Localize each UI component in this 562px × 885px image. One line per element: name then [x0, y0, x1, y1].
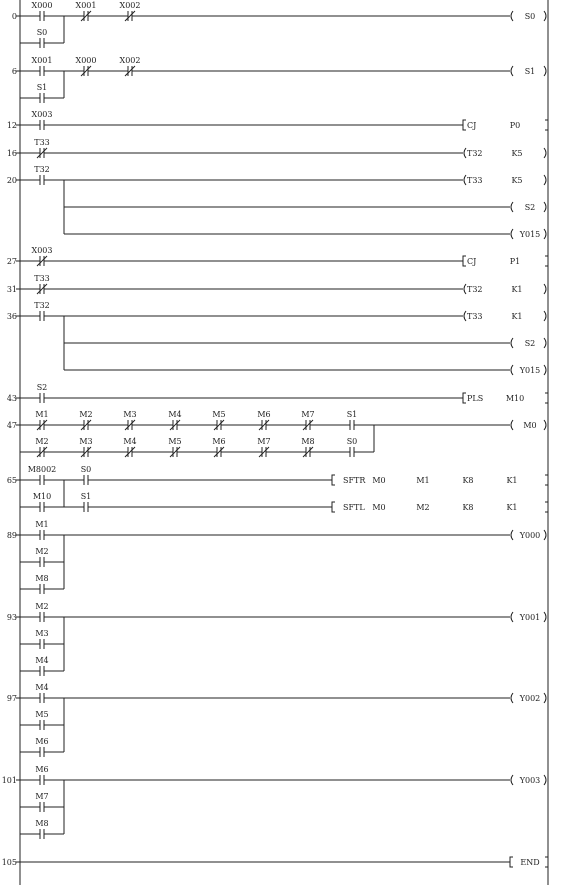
instruction-cj[interactable] [463, 120, 548, 130]
contact-x000[interactable] [32, 1, 53, 21]
step-number: 93 [6, 613, 17, 622]
rung-65 [7, 465, 548, 512]
coil-operand: T33 [467, 312, 483, 321]
instr-operand: M0 [372, 476, 386, 485]
contact-label: T33 [34, 274, 50, 283]
rung-97 [7, 683, 546, 757]
contact-label: M8002 [27, 465, 57, 474]
coil-t33[interactable] [464, 175, 546, 185]
contact-m6[interactable] [35, 765, 48, 785]
coil-m0[interactable] [511, 420, 546, 430]
instr-right-bracket [545, 475, 548, 485]
instr-operand: PLS [467, 394, 484, 403]
contact-label: M7 [35, 792, 49, 801]
contact-m2[interactable] [79, 410, 92, 430]
instr-left-bracket [463, 120, 466, 130]
contact-m7[interactable] [257, 437, 270, 457]
instr-right-bracket [545, 502, 548, 512]
contact-label: X001 [31, 56, 53, 65]
instr-operand: M0 [372, 503, 386, 512]
contact-label: S1 [80, 492, 92, 501]
coil-operand: Y002 [519, 694, 541, 703]
coil-operand: S0 [524, 12, 536, 21]
coil-right-arc [544, 530, 546, 540]
coil-t32[interactable] [464, 284, 546, 294]
contact-label: M4 [168, 410, 182, 419]
contact-t32[interactable] [34, 301, 50, 321]
coil-y000[interactable] [511, 530, 546, 540]
contact-label: X000 [75, 56, 97, 65]
contact-m4[interactable] [168, 410, 181, 430]
instr-operand: K1 [506, 503, 518, 512]
step-number: 89 [6, 531, 17, 540]
contact-m2[interactable] [35, 547, 48, 567]
step-number: 20 [6, 176, 17, 185]
coil-operand: T32 [467, 285, 483, 294]
coil-left-arc [464, 311, 466, 321]
rung-43 [7, 383, 548, 403]
contact-label: X003 [31, 110, 53, 119]
coil-left-arc [511, 693, 513, 703]
contact-label: S1 [36, 83, 48, 92]
instruction-sftl[interactable] [332, 502, 548, 512]
contact-label: X000 [31, 1, 53, 10]
coil-right-arc [544, 229, 546, 239]
coil-right-arc [544, 693, 546, 703]
coil-right-arc [544, 175, 546, 185]
contact-label: X001 [75, 1, 97, 10]
instr-operand: CJ [467, 121, 477, 130]
contact-label: M8 [301, 437, 315, 446]
instr-operand: SFTR [343, 476, 366, 485]
contact-label: S1 [346, 410, 358, 419]
contact-label: M3 [35, 629, 49, 638]
coil-right-arc [544, 420, 546, 430]
instr-left-bracket [332, 502, 335, 512]
step-number: 97 [6, 694, 17, 703]
rung-20 [7, 165, 546, 239]
contact-x002[interactable] [120, 1, 141, 21]
contact-label: M6 [257, 410, 271, 419]
coil-left-arc [464, 148, 466, 158]
contact-s0[interactable] [347, 437, 358, 457]
contact-label: M5 [35, 710, 49, 719]
contact-label: M7 [301, 410, 315, 419]
contact-m3[interactable] [79, 437, 92, 457]
rung-27 [7, 246, 548, 266]
contact-label: T32 [34, 301, 50, 310]
instr-operand: CJ [467, 257, 477, 266]
coil-operand: S2 [524, 203, 536, 212]
contact-label: M6 [35, 737, 49, 746]
contact-s1[interactable] [81, 492, 92, 512]
rung-47 [7, 410, 546, 457]
rung-31 [7, 274, 546, 294]
coil-right-arc [544, 612, 546, 622]
contact-label: X002 [119, 1, 141, 10]
coil-left-arc [511, 11, 513, 21]
contact-s1[interactable] [347, 410, 358, 430]
contact-label: M2 [35, 602, 49, 611]
instr-operand: END [520, 858, 540, 867]
contact-label: S0 [80, 465, 92, 474]
contact-s1[interactable] [37, 83, 48, 103]
coil-operand: S2 [524, 339, 536, 348]
contact-m8[interactable] [35, 574, 48, 594]
contact-m3[interactable] [35, 629, 48, 649]
contact-label: M7 [257, 437, 271, 446]
coil-s1[interactable] [511, 66, 546, 76]
contact-x001[interactable] [76, 1, 97, 21]
instruction-end[interactable] [510, 857, 548, 867]
contact-label: M3 [79, 437, 93, 446]
coil-right-arc [544, 66, 546, 76]
contact-x003[interactable] [32, 110, 53, 130]
rung-93 [7, 602, 546, 676]
contact-label: T33 [34, 138, 50, 147]
contact-m8[interactable] [301, 437, 314, 457]
rung-101 [2, 765, 546, 839]
rung-36 [7, 301, 546, 375]
instr-operand: K1 [506, 476, 518, 485]
coil-operand: Y015 [519, 230, 541, 239]
contact-x003[interactable] [32, 246, 53, 266]
coil-operand: T32 [467, 149, 483, 158]
contact-t33[interactable] [34, 274, 50, 294]
instr-left-bracket [463, 393, 466, 403]
coil-operand: Y000 [519, 531, 541, 540]
step-number: 6 [11, 67, 17, 76]
step-number: 31 [6, 285, 17, 294]
coil-left-arc [511, 229, 513, 239]
instr-operand: SFTL [343, 503, 365, 512]
contact-m8002[interactable] [28, 465, 57, 485]
contact-m5[interactable] [212, 410, 225, 430]
coil-y001[interactable] [511, 612, 546, 622]
coil-operand: K5 [511, 176, 523, 185]
coil-operand: K1 [511, 312, 523, 321]
contact-label: M5 [168, 437, 182, 446]
coil-right-arc [544, 148, 546, 158]
contact-m1[interactable] [35, 520, 48, 540]
contact-label: M2 [35, 437, 49, 446]
contact-m4[interactable] [123, 437, 136, 457]
contact-m4[interactable] [35, 683, 48, 703]
rung-6 [12, 56, 546, 103]
coil-y015[interactable] [511, 229, 546, 239]
step-number: 36 [6, 312, 17, 321]
step-number: 12 [6, 121, 17, 130]
coil-y015[interactable] [511, 365, 546, 375]
step-number: 47 [6, 421, 17, 430]
rung-0 [12, 1, 546, 48]
coil-left-arc [464, 284, 466, 294]
coil-t33[interactable] [464, 311, 546, 321]
contact-x000[interactable] [76, 56, 97, 76]
coil-operand: Y015 [519, 366, 541, 375]
rung-105 [2, 857, 548, 867]
coil-left-arc [511, 365, 513, 375]
instr-right-bracket [545, 393, 548, 403]
instruction-sftr[interactable] [332, 475, 548, 485]
coil-s0[interactable] [511, 11, 546, 21]
coil-left-arc [511, 66, 513, 76]
contact-m2[interactable] [35, 602, 48, 622]
instr-right-bracket [545, 256, 548, 266]
instr-operand: K8 [462, 503, 474, 512]
contact-label: M8 [35, 574, 49, 583]
instr-right-bracket [545, 857, 548, 867]
contact-m5[interactable] [35, 710, 48, 730]
coil-right-arc [544, 284, 546, 294]
step-number: 27 [6, 257, 17, 266]
contact-m8[interactable] [35, 819, 48, 839]
coil-s2[interactable] [511, 202, 546, 212]
instr-operand: M10 [505, 394, 525, 403]
coil-operand: T33 [467, 176, 483, 185]
coil-left-arc [511, 420, 513, 430]
instr-left-bracket [510, 857, 513, 867]
contact-m10[interactable] [33, 492, 51, 512]
coil-operand: K1 [511, 285, 523, 294]
coil-y002[interactable] [511, 693, 546, 703]
coil-left-arc [511, 338, 513, 348]
instruction-cj[interactable] [463, 256, 548, 266]
contact-m2[interactable] [35, 437, 48, 457]
step-number: 101 [1, 776, 17, 785]
step-number: 105 [1, 858, 17, 867]
contact-label: X002 [119, 56, 141, 65]
contact-m7[interactable] [35, 792, 48, 812]
coil-left-arc [511, 530, 513, 540]
coil-s2[interactable] [511, 338, 546, 348]
coil-left-arc [511, 775, 513, 785]
coil-operand: S1 [524, 67, 536, 76]
contact-m5[interactable] [168, 437, 181, 457]
contact-label: M4 [123, 437, 137, 446]
instruction-pls[interactable] [463, 393, 548, 403]
coil-operand: K5 [511, 149, 523, 158]
contact-label: X003 [31, 246, 53, 255]
contact-s0[interactable] [81, 465, 92, 485]
coil-right-arc [544, 338, 546, 348]
coil-operand: Y001 [519, 613, 541, 622]
instr-left-bracket [463, 256, 466, 266]
coil-right-arc [544, 202, 546, 212]
contact-m7[interactable] [301, 410, 314, 430]
step-number: 16 [6, 149, 17, 158]
step-number: 43 [6, 394, 17, 403]
coil-t32[interactable] [464, 148, 546, 158]
contact-label: M4 [35, 656, 49, 665]
rung-12 [7, 110, 548, 130]
coil-right-arc [544, 311, 546, 321]
instr-operand: K8 [462, 476, 474, 485]
contact-x002[interactable] [120, 56, 141, 76]
contact-m1[interactable] [35, 410, 48, 430]
contact-m6[interactable] [257, 410, 270, 430]
contact-m4[interactable] [35, 656, 48, 676]
contact-label: S0 [36, 28, 48, 37]
contact-m6[interactable] [212, 437, 225, 457]
contact-m3[interactable] [123, 410, 136, 430]
coil-right-arc [544, 775, 546, 785]
coil-left-arc [511, 202, 513, 212]
contact-label: M6 [212, 437, 226, 446]
contact-label: M2 [79, 410, 93, 419]
contact-m6[interactable] [35, 737, 48, 757]
coil-left-arc [511, 612, 513, 622]
instr-left-bracket [332, 475, 335, 485]
coil-right-arc [544, 11, 546, 21]
rung-16 [7, 138, 546, 158]
contact-label: S2 [36, 383, 48, 392]
contact-label: M1 [35, 520, 49, 529]
coil-left-arc [464, 175, 466, 185]
step-number: 65 [6, 476, 17, 485]
contact-label: M2 [35, 547, 49, 556]
contact-label: M6 [35, 765, 49, 774]
coil-right-arc [544, 365, 546, 375]
contact-label: M1 [35, 410, 49, 419]
instr-operand: P1 [509, 257, 521, 266]
rung-89 [7, 520, 546, 594]
contact-label: M4 [35, 683, 49, 692]
coil-operand: M0 [523, 421, 537, 430]
contact-label: M8 [35, 819, 49, 828]
contact-s0[interactable] [37, 28, 48, 48]
contact-s2[interactable] [37, 383, 48, 403]
coil-y003[interactable] [511, 775, 546, 785]
contact-label: S0 [346, 437, 358, 446]
instr-operand: M2 [416, 503, 430, 512]
contact-t32[interactable] [34, 165, 50, 185]
instr-operand: P0 [509, 121, 521, 130]
contact-label: M3 [123, 410, 137, 419]
coil-operand: Y003 [519, 776, 541, 785]
contact-x001[interactable] [32, 56, 53, 76]
instr-operand: M1 [416, 476, 430, 485]
instr-right-bracket [545, 120, 548, 130]
step-number: 0 [11, 12, 17, 21]
contact-label: T32 [34, 165, 50, 174]
contact-label: M5 [212, 410, 226, 419]
contact-t33[interactable] [34, 138, 50, 158]
contact-label: M10 [32, 492, 52, 501]
